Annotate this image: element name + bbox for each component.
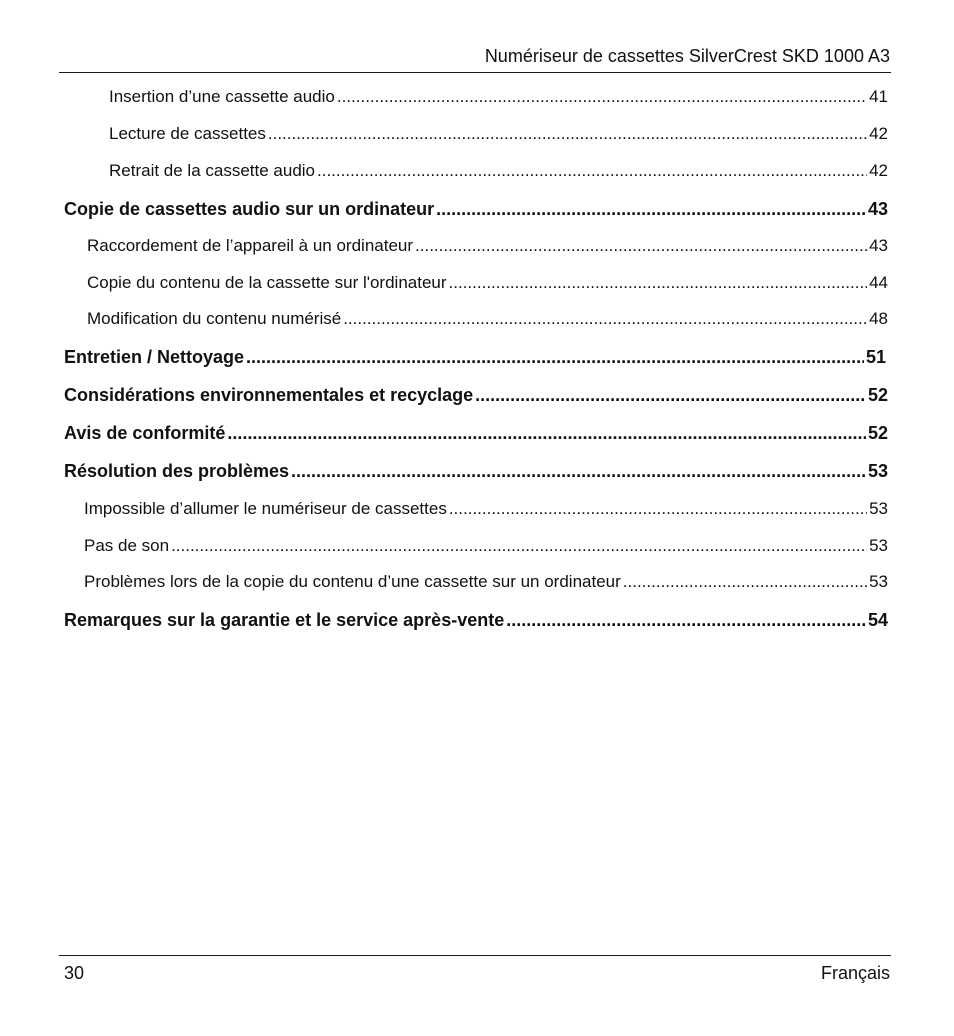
toc-entry-label: Problèmes lors de la copie du contenu d’une cassette sur un ordinateur [84, 572, 621, 591]
toc-leader-dots [623, 569, 867, 595]
toc-leader-dots [337, 84, 867, 110]
toc-leader-dots [246, 344, 864, 370]
toc-entry-label: Entretien / Nettoyage [64, 347, 245, 367]
toc-entry-page: 48 [869, 309, 888, 328]
toc-entry-page: 51 [865, 347, 886, 367]
toc-entry-retrait-cassette[interactable] [109, 158, 888, 184]
header-rule [59, 72, 891, 73]
toc-leader-dots [227, 420, 866, 446]
toc-entry-page: 43 [867, 199, 888, 219]
toc-entry-conformite[interactable] [64, 420, 888, 446]
toc-entry-label: Raccordement de l’appareil à un ordinateur [87, 236, 414, 255]
toc-entry-label: Copie de cassettes audio sur un ordinateur [64, 199, 435, 219]
running-header-title: Numériseur de cassettes SilverCrest SKD 1000 A3 [484, 46, 890, 66]
toc-entry-page: 53 [867, 461, 888, 481]
toc-entry-modification-contenu[interactable] [87, 306, 888, 332]
toc-entry-page: 43 [869, 236, 888, 255]
toc-entry-pas-de-son[interactable] [84, 533, 888, 559]
toc-entry-raccordement[interactable] [87, 233, 888, 259]
toc-entry-label: Résolution des problèmes [64, 461, 290, 481]
toc-entry-impossible-allumer[interactable] [84, 496, 888, 522]
toc-entry-label: Avis de conformité [64, 423, 226, 443]
toc-entry-label: Copie du contenu de la cassette sur l'ordinateur [87, 273, 447, 292]
toc-entry-environnement[interactable] [64, 382, 888, 408]
toc-entry-problemes-copie[interactable] [84, 569, 888, 595]
toc-entry-entretien[interactable] [64, 344, 886, 370]
footer-page-number: 30 [64, 963, 85, 983]
toc-leader-dots [171, 533, 867, 559]
toc-entry-page: 53 [869, 572, 888, 591]
toc-entry-page: 41 [869, 87, 888, 106]
toc-leader-dots [415, 233, 867, 259]
toc-entry-page: 54 [867, 610, 888, 630]
toc-leader-dots [475, 382, 866, 408]
footer-language: Français [820, 963, 890, 983]
toc-entry-page: 42 [869, 124, 888, 143]
toc-entry-page: 53 [869, 536, 888, 555]
toc-entry-label: Remarques sur la garantie et le service après-vente [64, 610, 505, 630]
toc-entry-page: 44 [869, 273, 888, 292]
toc-leader-dots [268, 121, 867, 147]
toc-entry-label: Insertion d’une cassette audio [109, 87, 335, 106]
toc-entry-page: 52 [867, 385, 888, 405]
toc-entry-label: Considérations environnementales et recyclage [64, 385, 474, 405]
toc-entry-lecture-cassettes[interactable] [109, 121, 888, 147]
toc-leader-dots [506, 607, 866, 633]
toc-leader-dots [343, 306, 867, 332]
toc-entry-label: Impossible d’allumer le numériseur de cassettes [84, 499, 447, 518]
toc-entry-copie-cassettes-ordinateur[interactable] [64, 196, 888, 222]
toc-entry-page: 53 [869, 499, 888, 518]
toc-leader-dots [449, 270, 868, 296]
toc-leader-dots [449, 496, 867, 522]
footer-rule [59, 955, 891, 956]
toc-leader-dots [436, 196, 866, 222]
toc-entry-label: Modification du contenu numérisé [87, 309, 342, 328]
toc-entry-insertion-cassette[interactable] [109, 84, 888, 110]
toc-entry-copie-contenu[interactable] [87, 270, 888, 296]
toc-entry-label: Retrait de la cassette audio [109, 161, 316, 180]
toc-entry-page: 42 [869, 161, 888, 180]
toc-entry-garantie[interactable] [64, 607, 888, 633]
toc-leader-dots [291, 458, 866, 484]
toc-entry-label: Lecture de cassettes [109, 124, 266, 143]
toc-leader-dots [317, 158, 867, 184]
toc-entry-label: Pas de son [84, 536, 170, 555]
toc-entry-resolution-problemes[interactable] [64, 458, 888, 484]
toc-entry-page: 52 [867, 423, 888, 443]
